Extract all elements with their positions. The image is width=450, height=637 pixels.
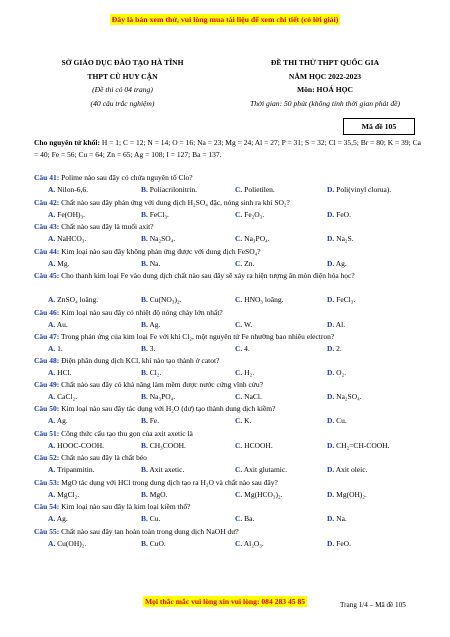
option-letter: B. [141, 441, 148, 450]
question-text: Chất nào sau đây tan hoàn toàn trong dung dịch NaOH dư? [59, 527, 239, 536]
option-text: Zn. [244, 259, 255, 268]
question-number: Câu 41: [34, 173, 60, 182]
answer-option [141, 415, 159, 427]
option-text: Al₂O₃. [243, 539, 264, 548]
question-number: Câu 44: [34, 247, 60, 256]
option-letter: C. [235, 368, 243, 377]
answer-option [327, 233, 354, 245]
answer-option [235, 233, 270, 245]
option-letter: B. [141, 259, 148, 268]
answer-option [235, 440, 273, 452]
answer-option [141, 233, 175, 245]
option-letter: A. [48, 441, 56, 450]
answer-option [141, 440, 186, 452]
option-letter: A. [48, 514, 56, 523]
question-stem [34, 477, 426, 489]
question-stem [34, 270, 426, 282]
answer-option [235, 258, 254, 270]
option-text: H₂. [244, 368, 255, 377]
answer-option [141, 391, 175, 403]
option-text: Ba. [244, 514, 255, 523]
question-stem [34, 452, 426, 464]
option-letter: A. [48, 416, 56, 425]
option-letter: C. [235, 392, 243, 401]
option-text: Nilon-6,6. [57, 185, 89, 194]
answer-option [48, 440, 104, 452]
option-text: Cu. [149, 514, 161, 523]
answer-option [327, 319, 345, 331]
question-text: Chất nào sau đây phản ứng với dung dịch H₂SO₄ đặc, nóng sinh ra khí SO₂? [59, 198, 290, 207]
option-text: FeO. [336, 539, 351, 548]
option-letter: D. [327, 185, 335, 194]
option-letter: C. [235, 295, 243, 304]
option-letter: B. [141, 234, 148, 243]
option-text: Axit axetic. [149, 465, 185, 474]
answer-option [48, 391, 77, 403]
option-letter: D. [327, 234, 335, 243]
answer-option [327, 184, 391, 196]
option-letter: D. [327, 320, 335, 329]
answer-option [141, 464, 184, 476]
school-name: THPT CÙ HUY CẬN [87, 71, 158, 81]
question-text: Polime nào sau đây có chứa nguyên tố Clo? [59, 173, 193, 182]
question-number: Câu 47: [34, 332, 60, 341]
answer-option [327, 294, 355, 306]
option-letter: A. [48, 259, 56, 268]
answer-option [235, 538, 264, 550]
exam-title: ĐỀ THI THỬ THPT QUỐC GIA [270, 58, 380, 67]
answer-option [235, 184, 275, 196]
answer-option [327, 209, 351, 221]
option-text: Ag. [56, 514, 68, 523]
option-text: Tripanmitin. [57, 465, 95, 474]
option-letter: C. [235, 210, 243, 219]
option-text: Al. [335, 320, 346, 329]
answer-option [48, 209, 85, 221]
option-text: Ag. [335, 259, 347, 268]
answer-option [235, 319, 252, 331]
question-text: Kim loại nào sau đây là kim loại kiềm thổ? [59, 502, 191, 511]
option-text: CH₂=CH-COOH. [336, 441, 390, 450]
option-text: 3. [149, 344, 156, 353]
answer-option [48, 513, 68, 525]
option-letter: A. [48, 490, 56, 499]
atomic-mass-note [34, 137, 424, 161]
question-stem [34, 501, 426, 513]
question-stem [34, 197, 426, 209]
option-text: W. [244, 320, 253, 329]
option-text: Na. [149, 259, 161, 268]
option-text: Cu(OH)₂. [57, 539, 87, 548]
answer-option [141, 367, 161, 379]
option-letter: C. [235, 514, 243, 523]
option-text: HOOC-COOH. [57, 441, 105, 450]
preview-banner-text: Đây là bản xem thử, vui lòng mua tài liệu để xem chi tiết (có lời giải) [111, 15, 339, 24]
question-text: Kim loại nào sau đây có nhiệt độ nóng chảy lớn nhất? [59, 308, 223, 317]
answer-option [235, 513, 254, 525]
option-letter: C. [235, 441, 243, 450]
answer-option [327, 391, 362, 403]
option-text: Na₃PO₄. [149, 392, 176, 401]
answer-option [235, 391, 262, 403]
option-letter: D. [327, 392, 335, 401]
option-letter: B. [141, 465, 148, 474]
option-text: Mg. [57, 259, 70, 268]
answer-option [141, 343, 155, 355]
question-stem [34, 246, 426, 258]
answer-option [48, 233, 86, 245]
option-letter: C. [235, 259, 243, 268]
option-letter: C. [235, 234, 243, 243]
option-text: Cu. [336, 416, 347, 425]
option-text: Polietilen. [244, 185, 275, 194]
option-text: NaCl. [244, 392, 262, 401]
atomic-mass-label: Cho nguyên tử khối: [34, 138, 100, 147]
option-text: CH₃COOH. [149, 441, 186, 450]
department-name: SỞ GIÁO DỤC ĐÀO TẠO HÀ TĨNH [61, 58, 184, 67]
question-number: Câu 51: [34, 429, 60, 438]
answer-option [235, 489, 283, 501]
school-year: NĂM HỌC 2022-2023 [288, 71, 362, 81]
answer-option [327, 343, 342, 355]
option-letter: D. [327, 368, 335, 377]
option-text: Ag. [149, 320, 161, 329]
question-text: Kim loại nào sau đây tác dụng với H₂O (dư) tạo thành dung dịch kiềm? [59, 404, 276, 413]
option-text: 2. [336, 344, 342, 353]
answer-option [235, 464, 287, 476]
option-letter: B. [141, 368, 148, 377]
question-number: Câu 54: [34, 502, 60, 511]
option-letter: A. [48, 320, 56, 329]
question-number: Câu 50: [34, 404, 60, 413]
option-text: HNO₃ loãng. [244, 295, 284, 304]
answer-option [235, 367, 254, 379]
atomic-mass-values: H = 1; C = 12; N = 14; O = 16; Na = 23; Mg = 24; Al = 27; P = 31; S = 32; Cl = 35,5; Br = 80; K = 39; Ca = 40; Fe = 56; Cu = 64; Zn = 65; Ag = 108; I = 127; Ba = 137. [34, 138, 421, 159]
question-text: Công thức cấu tạo thu gọn của axit axetic là [59, 429, 193, 438]
answer-option [141, 209, 169, 221]
contact-footer-text: Mọi thắc mắc vui lòng xin vui lòng: 084 283 45 85 [144, 597, 306, 606]
header-left [35, 56, 210, 110]
answer-option [48, 464, 95, 476]
option-letter: D. [327, 514, 335, 523]
option-letter: D. [327, 465, 335, 474]
option-text: O₂. [336, 368, 347, 377]
answer-option [327, 464, 367, 476]
page-count-note: (Đề thi có 04 trang) [92, 85, 153, 94]
answer-option [235, 209, 264, 221]
question-stem [34, 331, 426, 343]
answer-option [48, 343, 63, 355]
option-letter: A. [48, 344, 56, 353]
option-text: 1. [57, 344, 63, 353]
question-number: Câu 48: [34, 356, 60, 365]
option-letter: D. [327, 490, 335, 499]
question-stem [34, 307, 426, 319]
option-text: FeO. [336, 210, 351, 219]
question-stem [34, 428, 426, 440]
option-text: Cu(NO₃)₂. [149, 295, 182, 304]
answer-option [48, 258, 69, 270]
option-text: K. [244, 416, 252, 425]
question-count-note: (40 câu trắc nghiệm) [90, 98, 155, 108]
question-number: Câu 45: [34, 271, 60, 280]
option-letter: A. [48, 465, 56, 474]
answer-option [327, 440, 389, 452]
option-letter: D. [327, 210, 335, 219]
option-letter: D. [327, 441, 335, 450]
option-text: Axit oleic. [335, 465, 368, 474]
option-letter: B. [141, 210, 148, 219]
option-text: FeCl₃. [336, 295, 356, 304]
answer-option [141, 513, 160, 525]
subject: Môn: HOÁ HỌC [296, 85, 354, 94]
answer-option [327, 258, 347, 270]
option-letter: A. [48, 539, 56, 548]
answer-option [48, 489, 79, 501]
answer-option [48, 415, 68, 427]
answer-option [327, 367, 346, 379]
question-text: Chất nào sau đây là muối axit? [59, 222, 154, 231]
option-text: Na₃PO₄. [244, 234, 270, 243]
question-number: Câu 46: [34, 308, 60, 317]
option-text: Poli(vinyl clorua). [336, 185, 392, 194]
option-text: Na₂SO₄. [149, 234, 176, 243]
option-text: ZnSO₄ loãng. [57, 295, 99, 304]
option-text: Cl₂. [149, 368, 162, 377]
answer-option [141, 489, 167, 501]
question-number: Câu 43: [34, 222, 60, 231]
option-letter: B. [141, 416, 148, 425]
answer-option [327, 538, 351, 550]
question-stem [34, 355, 426, 367]
answer-option [48, 294, 98, 306]
option-letter: B. [141, 185, 148, 194]
question-stem [34, 172, 426, 184]
answer-option [141, 294, 181, 306]
option-text: MgCl₂. [57, 490, 80, 499]
option-letter: A. [48, 185, 56, 194]
option-letter: B. [141, 344, 148, 353]
option-letter: C. [235, 320, 243, 329]
answer-option [327, 513, 347, 525]
option-letter: B. [141, 490, 148, 499]
page-info: Trang 1/4 – Mã đề 105 [340, 601, 406, 609]
option-letter: A. [48, 210, 56, 219]
option-letter: A. [48, 234, 56, 243]
option-letter: D. [327, 344, 335, 353]
option-letter: B. [141, 539, 148, 548]
option-text: HCl. [57, 368, 72, 377]
option-text: Au. [56, 320, 68, 329]
option-letter: B. [141, 392, 148, 401]
option-text: Fe(OH)₃. [57, 210, 85, 219]
option-letter: C. [235, 344, 243, 353]
question-stem [34, 221, 426, 233]
answer-option [235, 343, 250, 355]
preview-banner [0, 9, 450, 27]
option-letter: B. [141, 295, 148, 304]
question-number: Câu 42: [34, 198, 60, 207]
option-text: Na₂SO₄. [336, 392, 362, 401]
question-text: Điện phân dung dịch KCl, khí nào tạo thành ở catot? [59, 356, 220, 365]
question-number: Câu 53: [34, 478, 60, 487]
option-letter: D. [327, 416, 335, 425]
exam-code-box: Mã đề 105 [343, 118, 415, 135]
question-text: Chất nào sau đây là chất béo [59, 453, 147, 462]
question-text: MgO tác dụng với HCl trong dung dịch tạo ra H₂O và chất nào sau đây? [59, 478, 278, 487]
option-letter: A. [48, 392, 56, 401]
answer-option [48, 538, 86, 550]
answer-option [48, 367, 72, 379]
answer-option [48, 319, 68, 331]
option-letter: A. [48, 368, 56, 377]
option-text: NaHCO₃. [57, 234, 87, 243]
option-letter: C. [235, 416, 243, 425]
option-letter: B. [141, 320, 148, 329]
question-stem [34, 379, 426, 391]
header-right [205, 56, 445, 110]
question-text: Trong phản ứng của kim loại Fe với khí Cl₂, một nguyên tử Fe nhường bao nhiêu electron? [59, 332, 335, 341]
option-text: MgO. [149, 490, 168, 499]
answer-option [141, 538, 166, 550]
answer-option [235, 415, 251, 427]
option-letter: D. [327, 295, 335, 304]
option-text: Mg(HCO₃)₂. [244, 490, 283, 499]
option-text: CaCl₂. [57, 392, 78, 401]
option-text: Axit glutamic. [243, 465, 288, 474]
answer-option [235, 294, 283, 306]
option-text: Fe. [149, 416, 160, 425]
option-text: Ag. [56, 416, 68, 425]
question-number: Câu 55: [34, 527, 60, 536]
option-letter: C. [235, 185, 243, 194]
option-letter: C. [235, 465, 243, 474]
option-letter: A. [48, 295, 56, 304]
option-text: Na. [336, 514, 347, 523]
question-text: Kim loại nào sau đây không phản ứng được với dung dịch FeSO₄? [59, 247, 261, 256]
time-limit: Thời gian: 50 phút (không tính thời gian phát đề) [249, 98, 401, 108]
question-stem [34, 403, 426, 415]
answer-option [141, 319, 160, 331]
option-letter: C. [235, 539, 243, 548]
question-number: Câu 52: [34, 453, 60, 462]
answer-option [48, 184, 88, 196]
option-letter: B. [141, 514, 148, 523]
option-text: FeCl₃. [149, 210, 169, 219]
option-letter: D. [327, 259, 335, 268]
option-letter: C. [235, 490, 243, 499]
answer-option [141, 184, 197, 196]
question-stem [34, 526, 426, 538]
answer-option [327, 415, 347, 427]
option-text: Fe₂O₃. [244, 210, 265, 219]
option-text: Poliacrilonitrin. [149, 185, 198, 194]
answer-option [141, 258, 160, 270]
question-text: Cho thanh kim loại Fe vào dung dịch chất nào sau đây sẽ xảy ra hiện tượng ăn mòn điện hóa học? [59, 271, 355, 280]
question-text: Chất nào sau đây có khả năng làm mềm được nước cứng vĩnh cửu? [59, 380, 263, 389]
question-number: Câu 49: [34, 380, 60, 389]
option-text: Mg(OH)₂. [336, 490, 367, 499]
option-text: Na₂S. [336, 234, 354, 243]
option-text: HCOOH. [244, 441, 273, 450]
answer-option [327, 489, 367, 501]
option-text: 4. [244, 344, 250, 353]
option-letter: D. [327, 539, 335, 548]
option-text: CuO. [149, 539, 166, 548]
